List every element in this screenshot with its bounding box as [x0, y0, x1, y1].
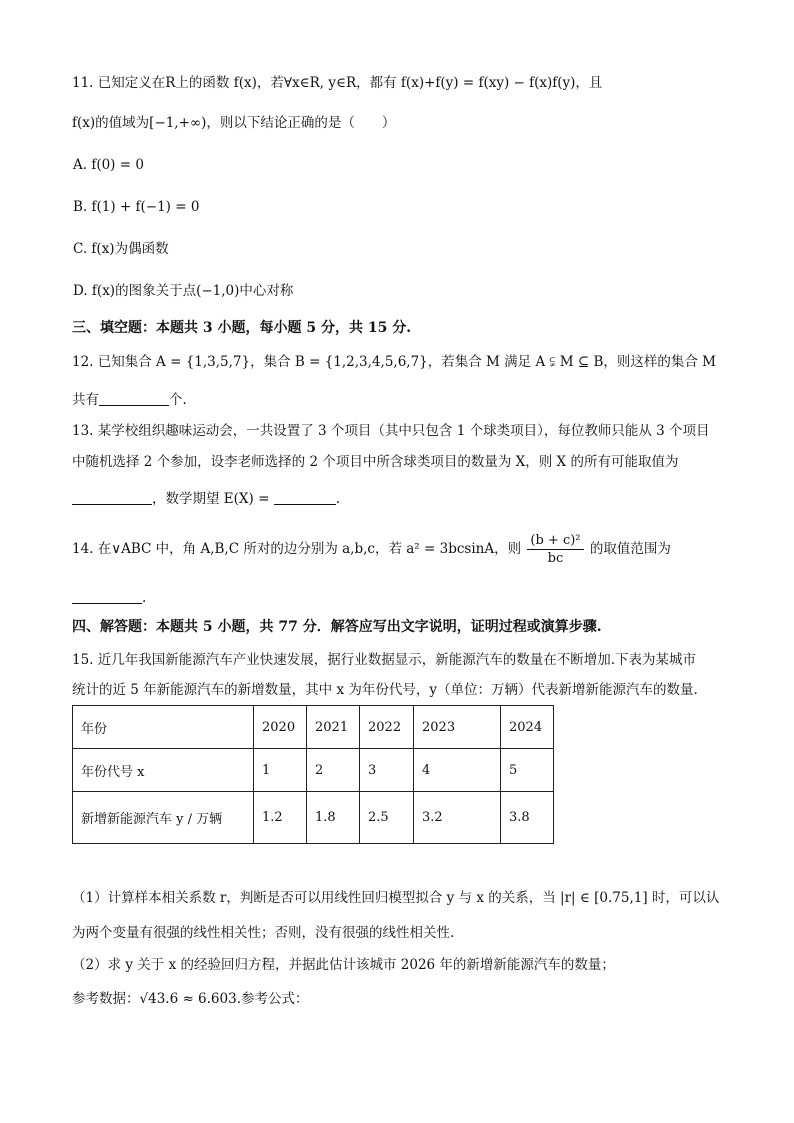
table-cell: 1: [254, 749, 307, 792]
table-cell: 年份代号 x: [73, 749, 254, 792]
q15-reference-data: 参考数据：√43.6 ≈ 6.603.参考公式：: [72, 991, 309, 1007]
table-cell: 3.2: [414, 792, 501, 844]
table-cell: 3.8: [501, 792, 554, 844]
q14-answer-blank[interactable]: [72, 589, 142, 604]
table-row: [73, 749, 554, 792]
table-cell: 1.2: [254, 792, 307, 844]
table-cell: 新增新能源汽车 y / 万辆: [73, 792, 254, 844]
q13-values-blank[interactable]: [72, 490, 152, 505]
q14-prefix: 14. 在∨ABC 中，角 A,B,C 所对的边分别为 a,b,c，若 a² = 3bcsinA，则: [72, 541, 522, 557]
q14-suffix: 的取值范围为: [589, 541, 671, 557]
q13-stem-line3: [72, 489, 340, 509]
q12-stem-line2: [72, 390, 187, 410]
table-cell: 5: [501, 749, 554, 792]
q12-prefix: 共有: [72, 392, 99, 408]
q12-stem-line1: 12. 已知集合 A = {1,3,5,7}，集合 B = {1,2,3,4,5,6,7}，若集合 M 满足 A ⫋ M ⊆ B，则这样的集合 M: [72, 354, 716, 370]
q15-stem-line1: 15. 近几年我国新能源汽车产业快速发展，据行业数据显示，新能源汽车的数量在不断增加.下表为某城市: [72, 652, 697, 668]
table-cell: 2.5: [360, 792, 414, 844]
table-cell: 3: [360, 749, 414, 792]
q15-part1-line1: （1）计算样本相关系数 r，判断是否可以用线性回归模型拟合 y 与 x 的关系，当 |r| ∈ [0.75,1] 时，可以认: [72, 890, 720, 906]
table-cell: 4: [414, 749, 501, 792]
q11-option-a: A. f(0) = 0: [73, 157, 144, 173]
q15-data-table: [72, 705, 554, 844]
q12-suffix: 个.: [169, 392, 187, 408]
q14-stem-line1: [72, 530, 671, 568]
q13-expectation-blank[interactable]: [274, 490, 336, 505]
q14-fraction: [527, 532, 583, 567]
q15-part1-line2: 为两个变量有很强的线性相关性；否则，没有很强的线性相关性.: [72, 925, 455, 941]
table-cell: 2021: [307, 706, 360, 749]
q14-stem-line2: [72, 588, 146, 608]
table-row: [73, 706, 554, 749]
q11-option-d: D. f(x)的图象关于点(−1,0)中心对称: [73, 283, 294, 299]
table-row: [73, 792, 554, 844]
table-cell: 2024: [501, 706, 554, 749]
q15-part2: （2）求 y 关于 x 的经验回归方程，并据此估计该城市 2026 年的新增新能源汽车的数量；: [72, 957, 615, 973]
q14-fraction-denominator: bc: [547, 551, 564, 566]
table-cell: 1.8: [307, 792, 360, 844]
q11-stem-line1: 11. 已知定义在R上的函数 f(x)，若∀x∈R, y∈R，都有 f(x)+f(y) = f(xy) − f(x)f(y)，且: [72, 75, 603, 91]
q15-stem-line2: 统计的近 5 年新能源汽车的新增数量，其中 x 为年份代号，y（单位：万辆）代表新增新能源汽车的数量.: [72, 682, 698, 698]
table-cell: 2020: [254, 706, 307, 749]
q12-answer-blank[interactable]: [99, 391, 169, 406]
section3-title: 三、填空题：本题共 3 小题，每小题 5 分，共 15 分.: [72, 320, 412, 336]
section4-title: 四、解答题：本题共 5 小题，共 77 分．解答应写出文字说明，证明过程或演算步骤.: [72, 619, 602, 635]
table-cell: 2023: [414, 706, 501, 749]
table-cell: 2: [307, 749, 360, 792]
q13-stem-line1: 13. 某学校组织趣味运动会，一共设置了 3 个项目（其中只包含 1 个球类项目），每位教师只能从 3 个项目: [72, 423, 710, 439]
q11-stem-line2: f(x)的值域为[−1,+∞)，则以下结论正确的是（ ）: [72, 115, 396, 131]
q13-stem-line2: 中随机选择 2 个参加，设李老师选择的 2 个项目中所含球类项目的数量为 X，则 X 的所有可能取值为: [72, 454, 679, 470]
table-cell: 2022: [360, 706, 414, 749]
q13-end: .: [335, 491, 340, 507]
q14-fraction-numerator: (b + c)²: [527, 532, 583, 550]
q14-end: .: [142, 590, 147, 606]
q11-option-c: C. f(x)为偶函数: [73, 241, 169, 257]
q11-option-b: B. f(1) + f(−1) = 0: [73, 199, 200, 215]
q13-expectation-text: ，数学期望 E(X) =: [152, 491, 274, 507]
table-cell: 年份: [73, 706, 254, 749]
